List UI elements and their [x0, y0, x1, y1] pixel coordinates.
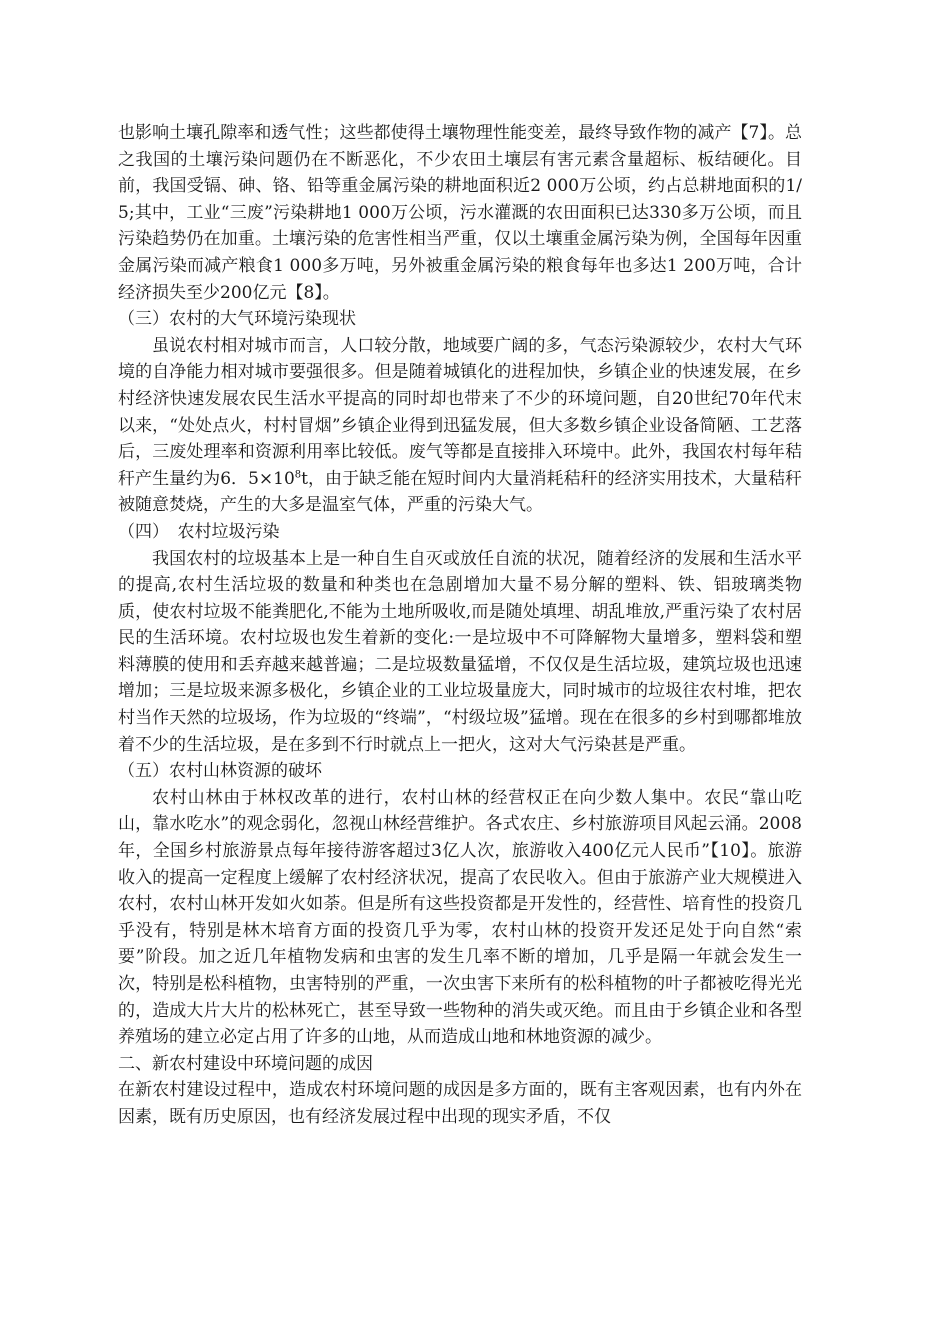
paragraph-air-pollution [118, 333, 802, 519]
exponent-superscript: 8 [294, 469, 302, 481]
heading-causes: 二、新农村建设中环境问题的成因 [118, 1053, 373, 1074]
heading-air-pollution: （三）农村的大气环境污染现状 [118, 309, 356, 330]
document-page [118, 120, 802, 1131]
heading-rural-garbage: （四） 农村垃圾污染 [118, 521, 280, 542]
paragraph-soil-pollution: 也影响土壤孔隙率和透气性；这些都使得土壤物理性能变差，最终导致作物的减产【7】。总之我国的土壤污染问题仍在不断恶化，不少农田土壤层有害元素含量超标、板结硬化。目前，我国受镉、砷、铬、铅等重金属污染的耕地面积近2 000万公顷，约占总耕地面积的1/5;其中，工业“三废”污染耕地1 000万公顷，污水灌溉的农田面积已达330多万公顷，而且污染趋势仍在加重。土壤污染的危害性相当严重，仅以土壤重金属污染为例，全国每年因重金属污染而减产粮食1 000多万吨，另外被重金属污染的粮食每年也多达1 200万吨，合计经济损失至少200亿元【8】。 [118, 123, 802, 303]
paragraph-forest-destruction: 农村山林由于林权改革的进行，农村山林的经营权正在向少数人集中。农民“靠山吃山，靠水吃水”的观念弱化，忽视山林经营维护。各式农庄、乡村旅游项目风起云涌。2008年，全国乡村旅游景点每年接待游客超过3亿人次，旅游收入400亿元人民币”【10】。旅游收入的提高一定程度上缓解了农村经济状况，提高了农民收入。但由于旅游产业大规模进入农村，农村山林开发如火如荼。但是所有这些投资都是开发性的，经营性、培育性的投资几乎没有，特别是林木培育方面的投资几乎为零，农村山林的投资开发还足处于向自然“索要”阶段。加之近几年植物发病和虫害的发生几率不断的增加，几乎是隔一年就会发生一次，特别是松科植物，虫害特别的严重，一次虫害下来所有的松科植物的叶子都被吃得光光的，造成大片大片的松林死亡，甚至导致一些物种的消失或灭绝。而且由于乡镇企业和各型养殖场的建立必定占用了许多的山地，从而造成山地和林地资源的减少。 [118, 787, 802, 1048]
paragraph-air-pollution-text-2: t，由于缺乏能在短时间内大量消耗秸秆的经济实用技术，大量秸秆被随意焚烧，产生的大多是温室气体，严重的污染大气。 [118, 468, 802, 516]
paragraph-air-pollution-text-1: 虽说农村相对城市而言，人口较分散，地域要广阔的多，气态污染源较少，农村大气环境的自净能力相对城市要强很多。但是随着城镇化的进程加快，乡镇企业的快速发展，在乡村经济快速发展农民生活水平提高的同时却也带来了不少的环境问题，自20世纪70年代末以来，“处处点火，村村冒烟”乡镇企业得到迅猛发展，但大多数乡镇企业设备简陋、工艺落后，三废处理率和资源利用率比较低。废气等都是直接排入环境中。此外，我国农村每年秸秆产生量约为6．5×10 [118, 335, 802, 489]
heading-forest-destruction: （五）农村山林资源的破坏 [118, 761, 322, 782]
paragraph-rural-garbage: 我国农村的垃圾基本上是一种自生自灭或放任自流的状况，随着经济的发展和生活水平的提高,农村生活垃圾的数量和种类也在急剧增加大量不易分解的塑料、铁、铝玻璃类物质，使农村垃圾不能粪肥化,不能为土地所吸收,而是随处填埋、胡乱堆放,严重污染了农村居民的生活环境。农村垃圾也发生着新的变化:一是垃圾中不可降解物大量增多，塑料袋和塑料薄膜的使用和丢弃越来越普遍；二是垃圾数量猛增，不仅仅是生活垃圾，建筑垃圾也迅速增加；三是垃圾来源多极化，乡镇企业的工业垃圾量庞大，同时城市的垃圾往农村堆，把农村当作天然的垃圾场，作为垃圾的“终端”，“村级垃圾”猛增。现在在很多的乡村到哪都堆放着不少的生活垃圾，是在多到不行时就点上一把火，这对大气污染甚是严重。 [118, 548, 802, 755]
paragraph-causes: 在新农村建设过程中，造成农村环境问题的成因是多方面的，既有主客观因素，也有内外在因素，既有历史原因，也有经济发展过程中出现的现实矛盾，不仅 [118, 1080, 802, 1127]
